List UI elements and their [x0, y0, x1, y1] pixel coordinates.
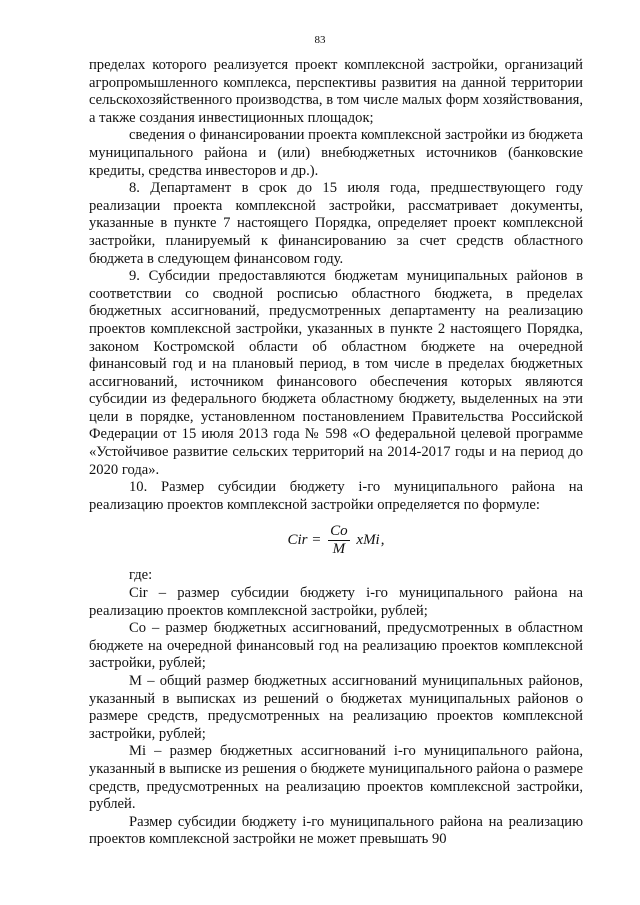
formula-fraction [328, 523, 350, 558]
paragraph-item-8: 8. Департамент в срок до 15 июля года, предшествующего году реализации проекта комплексной застройки, рассматривает документы, указанные в пункте 7 настоящего Порядка, определяет проект комплексной застройки, планируемый к финансированию за счет средств областного бюджета в следующем финансовом году. [89, 180, 583, 267]
formula-numerator: Co [330, 522, 348, 539]
formula-lhs: Cir = [287, 531, 326, 548]
subsidy-formula [89, 517, 583, 563]
paragraph-financing-info: сведения о финансировании проекта комплексной застройки из бюджета муниципального района и (или) внебюджетных источников (банковские кредиты, средства инвесторов и др.). [89, 127, 583, 179]
formula-denominator: M [332, 540, 346, 557]
page-number: 83 [314, 34, 326, 46]
document-body [89, 57, 583, 849]
where-label: где: [129, 567, 153, 584]
paragraph-continuation: пределах которого реализуется проект комплексной застройки, организаций агропромышленного комплекса, перспективы развития на данной территории сельскохозяйственного производства, в том числе малых форм хозяйствования, а также создания инвестиционных площадок; [89, 57, 583, 126]
definition-co: Со – размер бюджетных ассигнований, предусмотренных в областном бюджете на очередной финансовый год на реализацию проектов комплексной застройки, рублей; [89, 620, 583, 672]
definition-mi: Mi – размер бюджетных ассигнований i-го муниципального района, указанный в выписке из решения о бюджете муниципального района о размере средств, предусмотренных на реализацию проектов комплексной застройки, рублей. [89, 743, 583, 813]
paragraph-item-10: 10. Размер субсидии бюджету i-го муниципального района на реализацию проектов комплексной застройки определяется по формуле: [89, 479, 583, 513]
definition-cir: Cir – размер субсидии бюджету i-го муниципального района на реализацию проектов комплексной застройки, рублей; [89, 585, 583, 619]
paragraph-subsidy-limit: Размер субсидии бюджету i-го муниципального района на реализацию проектов комплексной застройки не может превышать 90 [89, 813, 583, 848]
paragraph-item-9: 9. Субсидии предоставляются бюджетам муниципальных районов в соответствии со сводной росписью областного бюджета, в пределах бюджетных ассигнований, предусмотренных департаменту на реализацию проектов комплексной застройки, указанных в пункте 2 настоящего Порядка, законом Костромской области об областном бюджете на очередной финансовый год и на плановый период, в том числе в пределах бюджетных ассигнований, источником финансового обеспечения которых являются субсидии из федерального бюджета областному бюджету, выделенных на эти цели в порядке, установленном постановлением Правительства Российской Федерации от 15 июля 2013 года № 598 «О федеральной целевой программе «Устойчивое развитие сельских территорий на 2014-2017 годы и на период до 2020 года». [89, 268, 583, 478]
definition-m: М – общий размер бюджетных ассигнований муниципальных районов, указанный в выписках из решений о бюджетах муниципальных районов о размере средств, предусмотренных на реализацию проектов комплексной застройки, рублей; [89, 673, 583, 742]
formula-rhs: xMi [352, 531, 380, 548]
formula-suffix: , [380, 531, 385, 548]
